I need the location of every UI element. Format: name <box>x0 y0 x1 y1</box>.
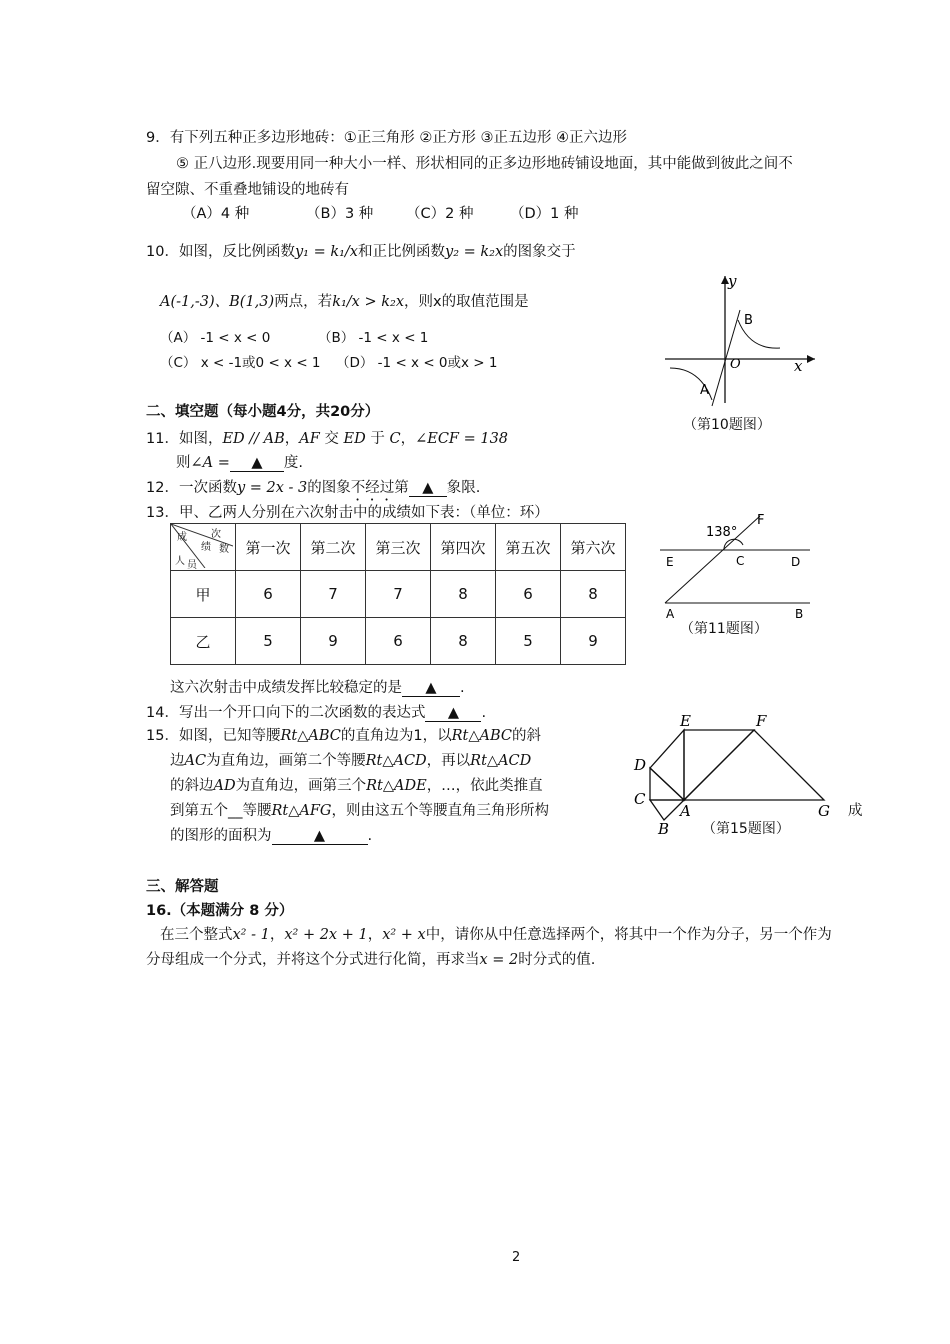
point-d-label: D <box>791 555 801 569</box>
point-e-label: E <box>680 712 691 730</box>
table-header-cell: 第一次 <box>236 524 301 571</box>
point-c-label: C <box>736 554 745 568</box>
table-header-cell: 第三次 <box>366 524 431 571</box>
q10-option-d: （D） -1 < x < 0或x > 1 <box>336 355 498 371</box>
q15-line4-tail: 成 <box>848 803 863 819</box>
point-f-label: F <box>756 712 767 730</box>
q15-line2: 边AC为直角边，画第二个等腰Rt△ACD，再以Rt△ACD <box>170 753 532 769</box>
table-header-cell: 第四次 <box>431 524 496 571</box>
q11-line1: 11．如图，ED // AB，AF 交 ED 于 C，∠ECF = 138 <box>146 431 509 447</box>
triangle-ade <box>650 730 684 800</box>
q15-line3: 的斜边AD为直角边，画第三个Rt△ADE，…，依此类推直 <box>170 778 543 794</box>
table-cell: 8 <box>431 618 496 665</box>
point-a-label: A <box>700 383 709 398</box>
q10-points: A(-1,-3)、B(1,3) <box>160 294 275 310</box>
triangle-afg <box>684 730 824 800</box>
q13-line: 13．甲、乙两人分别在六次射击中的成绩如下表：（单位：环） <box>146 505 549 521</box>
table-cell: 9 <box>561 618 626 665</box>
q15-caption: （第15题图） <box>702 821 790 837</box>
table-cell: 5 <box>236 618 301 665</box>
table-row-name: 甲 <box>171 571 236 618</box>
table-cell: 6 <box>366 618 431 665</box>
q9-line3: 留空隙、不重叠地铺设的地砖有 <box>146 182 349 198</box>
q11-caption: （第11题图） <box>680 621 768 637</box>
table-cell: 9 <box>301 618 366 665</box>
table-cell: 8 <box>561 571 626 618</box>
q16-line1: 在三个整式x² - 1，x² + 2x + 1，x² + x中，请你从中任意选择两个，将其中一个作为分子，另一个作为 <box>160 927 832 943</box>
q13-answer-blank: ▲ <box>402 680 460 697</box>
point-g-label: G <box>818 802 830 820</box>
q10-func2: y₂ = k₂x <box>445 244 504 260</box>
q11-line2: 则∠A = ▲ 度. <box>176 455 303 471</box>
origin-label: O <box>730 357 741 372</box>
q14-answer-blank: ▲ <box>425 705 481 722</box>
q12-line: 12．一次函数y = 2x - 3的图象不经过第 ▲ 象限. <box>146 480 481 496</box>
q15-line1: 15．如图，已知等腰Rt△ABC的直角边为1，以Rt△ABC的斜 <box>146 728 541 744</box>
table-row <box>171 618 626 665</box>
q11-figure <box>660 508 820 618</box>
table-cell: 8 <box>431 571 496 618</box>
x-axis-arrow-icon <box>807 355 815 363</box>
q10-option-a: （A） -1 < x < 0 <box>160 330 271 346</box>
table-cell: 7 <box>366 571 431 618</box>
point-b-label: B <box>658 820 670 838</box>
q15-line5: 的图形的面积为 ▲ . <box>170 828 373 844</box>
q15-line4: 到第五个__等腰Rt△AFG，则由这五个等腰直角三角形所构 <box>170 803 550 819</box>
table-row <box>171 571 626 618</box>
q10-inequality: k₁/x > k₂x <box>332 294 404 310</box>
point-b-label: B <box>795 607 804 618</box>
q9-option-b: （B）3 种 <box>306 206 374 222</box>
q12-answer-blank: ▲ <box>409 480 447 497</box>
table-row-name: 乙 <box>171 618 236 665</box>
section3-heading: 三、解答题 <box>146 879 219 895</box>
point-a-label: A <box>680 802 691 820</box>
x-label: x <box>794 357 803 375</box>
q9-line1: 9．有下列五种正多边形地砖：①正三角形 ②正方形 ③正五边形 ④正六边形 <box>146 130 628 146</box>
table-cell: 6 <box>496 571 561 618</box>
section2-heading: 二、填空题（每小题4分，共20分） <box>146 404 380 420</box>
y-label: y <box>728 272 737 290</box>
point-c-label: C <box>634 790 646 808</box>
point-a-label: A <box>666 607 675 618</box>
point-f-label: F <box>757 513 765 528</box>
q10-func1: y₁ = k₁/x <box>294 244 358 260</box>
q14-line: 14．写出一个开口向下的二次函数的表达式 ▲ . <box>146 705 487 721</box>
q10-figure <box>660 268 820 438</box>
q10-line1: 10．如图，反比例函数y₁ = k₁/x和正比例函数y₂ = k₂x的图象交于 <box>146 244 576 260</box>
q11-answer-blank: ▲ <box>230 455 284 472</box>
table-corner-cell: 次 成 绩 数 人 员 <box>171 524 236 571</box>
q13-score-table <box>170 523 626 665</box>
table-header-row <box>171 524 626 571</box>
q9-option-c: （C）2 种 <box>406 206 474 222</box>
table-cell: 5 <box>496 618 561 665</box>
table-cell: 6 <box>236 571 301 618</box>
q15-answer-blank: ▲ <box>272 828 368 845</box>
point-e-label: E <box>666 555 674 569</box>
q10-option-c: （C） x < -1或0 < x < 1 <box>160 355 321 371</box>
q12-emphasis: 不经过 <box>350 480 395 496</box>
q10-option-b: （B） -1 < x < 1 <box>318 330 429 346</box>
angle-label: 138° <box>706 525 738 540</box>
table-cell: 7 <box>301 571 366 618</box>
q9-option-a: （A）4 种 <box>182 206 250 222</box>
q9-option-d: （D）1 种 <box>510 206 579 222</box>
point-d-label: D <box>634 756 647 774</box>
page-number: 2 <box>512 1250 521 1265</box>
q13-answer-line: 这六次射击中成绩发挥比较稳定的是 ▲ . <box>170 680 465 696</box>
q10-line2: A(-1,-3)、B(1,3)两点，若k₁/x > k₂x，则x的取值范围是 <box>160 294 529 310</box>
table-header-cell: 第二次 <box>301 524 366 571</box>
q9-line2: ⑤ 正八边形.现要用同一种大小一样、形状相同的正多边形地砖铺设地面，其中能做到彼此之间不 <box>176 156 793 172</box>
table-header-cell: 第五次 <box>496 524 561 571</box>
q16-title: 16.（本题满分 8 分） <box>146 903 294 919</box>
q10-caption: （第10题图） <box>683 417 771 433</box>
triangle-abc <box>650 800 684 820</box>
point-b-label: B <box>744 313 753 328</box>
table-header-cell: 第六次 <box>561 524 626 571</box>
q16-line2: 分母组成一个分式，并将这个分式进行化简，再求当x = 2时分式的值. <box>146 952 596 968</box>
